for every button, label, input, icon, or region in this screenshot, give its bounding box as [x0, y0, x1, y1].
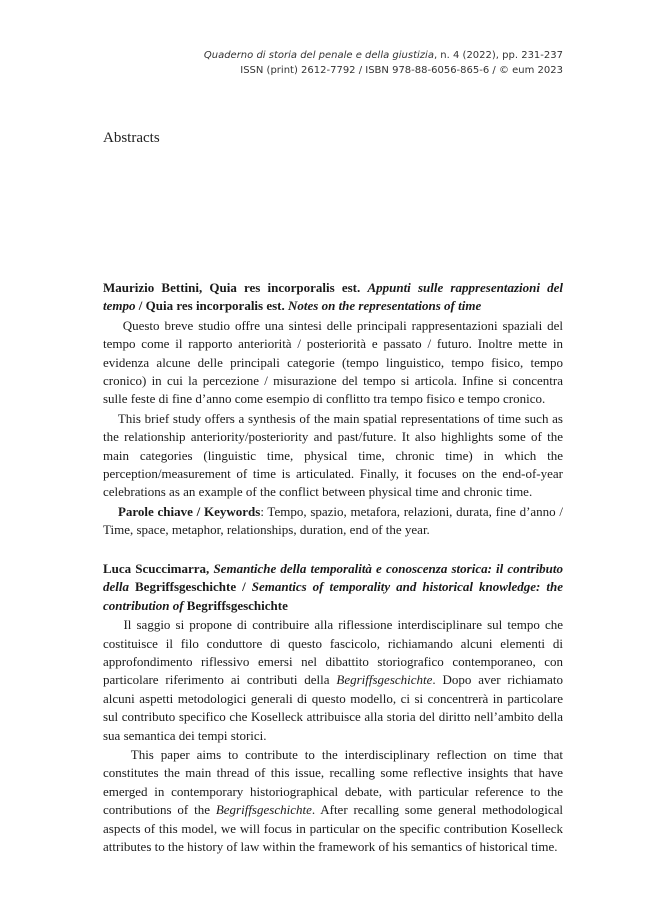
title-separator: /	[242, 579, 246, 595]
journal-name: Quaderno di storia del penale e della giustizia	[203, 50, 434, 61]
running-header	[204, 48, 563, 78]
header-citation	[204, 48, 563, 63]
english-title: Notes on the representations of time	[288, 298, 482, 314]
italian-title: Semantiche della temporalità e conoscenza storica: il contributo della	[103, 561, 564, 595]
abstract-title	[103, 279, 563, 316]
issue-pages: , n. 4 (2022), pp. 231-237	[433, 50, 563, 61]
header-issn: ISSN (print) 2612-7792 / ISBN 978-88-6056-865-6 / © eum 2023	[240, 65, 563, 76]
latin-title-en: Quia res incorporalis est.	[145, 298, 285, 314]
abstract-english: This brief study offers a synthesis of the main spatial representations of time such as the relationship anteriority/posteriority and past/future. It also highlights some of the main categories (linguistic time, physical time, chronic time) in which the perception/measurement of time is articulated. Finally, it focuses on the end-of-year celebrations as an example of the conflict between physical time and chronic time.	[103, 410, 563, 500]
abstract-scuccimarra	[103, 560, 563, 857]
keywords-list: : Tempo, spazio, metafora, relazioni, durata, fine d’anno / Time, space, metaphor, relationships, duration, end of the year.	[103, 503, 564, 538]
abstract-title	[103, 560, 563, 615]
english-title: Semantics of temporality and historical knowledge: the contribution of	[103, 579, 564, 613]
term-italic: Begriffsgeschichte	[336, 672, 433, 688]
italian-title: Appunti sulle rappresentazioni del tempo	[103, 280, 564, 314]
abstract-italian: Il saggio si propone di contribuire alla riflessione interdisciplinare sul tempo che costituisce il filo conduttore di questo fascicolo, richiamando alcuni elementi di approfondimento riflessivo emersi nel dibattito storiografico contemporaneo, con particolare riferimento ai contributi della Begriffsgeschichte. Dopo aver richiamato alcuni aspetti metodologici generali di questo modello, ci si concentrerà in particolare sul contributo specifico che Koselleck attribuisce alla storia del diritto nell’ambito della sua semantica dei tempi storici.	[103, 617, 564, 743]
keywords-label: Parole chiave / Keywords	[117, 503, 261, 519]
italian-title-term: Begriffsgeschichte	[135, 579, 237, 595]
abstract-italian: Questo breve studio offre una sintesi delle principali rappresentazioni spaziali del tempo come il rapporto anteriorità / posteriorità e passato / futuro. Inoltre mette in evidenza alcune delle principali categorie (tempo linguistico, tempo fisico, tempo cronico) in cui la percezione / misurazione del tempo si articola. Infine si concentra sulle feste di fine d’anno come esempio di conflitto tra tempo fisico e tempo cronico.	[103, 317, 563, 407]
abstract-bettini	[103, 279, 563, 540]
author-and-latin-title: Maurizio Bettini, Quia res incorporalis est.	[103, 280, 361, 295]
term-italic: Begriffsgeschichte	[215, 802, 312, 818]
section-title: Abstracts	[103, 130, 160, 146]
keywords	[103, 503, 563, 540]
english-title-term: Begriffsgeschichte	[186, 597, 288, 613]
author: Luca Scuccimarra,	[103, 561, 210, 576]
title-separator: /	[138, 298, 143, 314]
abstract-english: This paper aims to contribute to the interdisciplinary reflection on time that constitutes the main thread of this issue, recalling some reflective insights that have emerged in contemporary historiographical debate, with particular reference to the contributions of the Begriffsgeschichte. After recalling some general methodological aspects of this model, we will focus in particular on the specific contribution Koselleck attributes to the history of law within the framework of his semantics of historical time.	[103, 747, 564, 855]
